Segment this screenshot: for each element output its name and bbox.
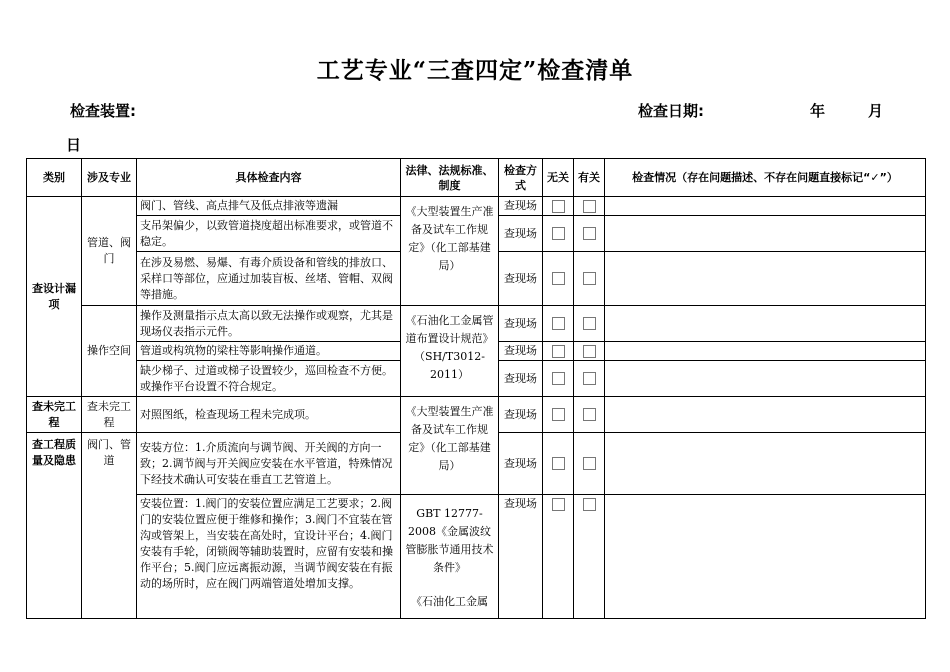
result-cell[interactable] [605,433,926,495]
col-major: 涉及专业 [82,159,137,197]
row-method: 查现场 [499,342,543,361]
law-cell: GBT 12777-2008《金属波纹管膨胀节通用技术条件》 [405,507,494,574]
law-cell: 《大型装置生产准备及试车工作规定》（化工部基建局） [401,397,499,495]
none-checkbox[interactable] [552,498,565,511]
table-row [27,495,926,619]
major-unfinished: 查未完工程 [82,397,137,433]
col-law: 法律、法规标准、制度 [401,159,499,197]
device-label: 检查装置: [70,102,136,120]
law-cell: 《大型装置生产准备及试车工作规定》（化工部基建局） [401,197,499,306]
none-checkbox[interactable] [552,345,565,358]
none-checkbox[interactable] [552,200,565,213]
table-row [27,197,926,216]
law-cell: 《石油化工金属管道布置设计规范》（SH/T3012-2011） [401,306,499,397]
major-valve-pipe: 阀门、管道 [82,433,137,619]
table-header-row [27,159,926,197]
checklist-table [26,158,926,619]
has-checkbox[interactable] [583,227,596,240]
category-design: 查设计漏项 [27,197,82,397]
table-row [27,397,926,433]
col-content: 具体检查内容 [137,159,401,197]
has-checkbox[interactable] [583,372,596,385]
category-unfinished: 查未完工程 [27,397,82,433]
row-method: 查现场 [499,306,543,342]
has-checkbox[interactable] [583,345,596,358]
result-cell[interactable] [605,361,926,397]
major-operation-space: 操作空间 [82,306,137,397]
result-cell[interactable] [605,216,926,252]
row-method: 查现场 [499,397,543,433]
result-cell[interactable] [605,495,926,619]
law-cell-continued: 《石油化工金属 [411,595,488,608]
none-checkbox[interactable] [552,408,565,421]
day-label: 日 [66,136,82,154]
month-label: 月 [868,102,884,120]
has-checkbox[interactable] [583,200,596,213]
col-method: 检查方式 [499,159,543,197]
none-checkbox[interactable] [552,372,565,385]
table-row [27,306,926,342]
has-checkbox[interactable] [583,457,596,470]
row-method: 查现场 [499,252,543,306]
result-cell[interactable] [605,197,926,216]
result-cell[interactable] [605,306,926,342]
date-label: 检查日期: [638,102,704,120]
row-content: 安装方位：1.介质流向与调节阀、开关阀的方向一致；2.调节阀与开关阀应安装在水平管道，特殊情况下经技术确认可安装在垂直工艺管道上。 [137,433,401,495]
col-category: 类别 [27,159,82,197]
row-content: 在涉及易燃、易爆、有毒介质设备和管线的排放口、采样口等部位，应通过加装盲板、丝堵、管帽、双阀等措施。 [137,252,401,306]
none-checkbox[interactable] [552,457,565,470]
row-method: 查现场 [499,216,543,252]
none-checkbox[interactable] [552,272,565,285]
has-checkbox[interactable] [583,498,596,511]
has-checkbox[interactable] [583,408,596,421]
row-content: 操作及测量指示点太高以致无法操作或观察，尤其是现场仪表指示元件。 [137,306,401,342]
col-has: 有关 [574,159,605,197]
page-title: 工艺专业“三查四定”检查清单 [316,57,634,84]
col-result: 检查情况（存在问题描述、不存在问题直接标记“✓”） [605,159,926,197]
row-content: 对照图纸，检查现场工程未完成项。 [137,397,401,433]
row-content: 缺少梯子、过道或梯子设置较少，巡回检查不方便。或操作平台设置不符合规定。 [137,361,401,397]
row-content: 支吊架偏少，以致管道挠度超出标准要求，或管道不稳定。 [137,216,401,252]
result-cell[interactable] [605,342,926,361]
result-cell[interactable] [605,397,926,433]
row-content: 阀门、管线、高点排气及低点排液等遗漏 [137,197,401,216]
none-checkbox[interactable] [552,227,565,240]
row-method: 查现场 [499,495,543,619]
none-checkbox[interactable] [552,317,565,330]
major-pipe-valve: 管道、阀门 [82,197,137,306]
row-content: 管道或构筑物的梁柱等影响操作通道。 [137,342,401,361]
category-quality: 查工程质量及隐患 [27,433,82,619]
year-label: 年 [810,102,826,120]
col-none: 无关 [543,159,574,197]
has-checkbox[interactable] [583,317,596,330]
row-method: 查现场 [499,361,543,397]
row-method: 查现场 [499,197,543,216]
has-checkbox[interactable] [583,272,596,285]
row-content: 安装位置：1.阀门的安装位置应满足工艺要求；2.阀门的安装位置应便于维修和操作；3.阀门不宜装在管沟或管架上，当安装在高处时，宜设计平台；4.阀门安装有手轮，闭锁阀等辅助装置时，应留有安装和操作平台；5.阀门应远离振动源，当调节阀安装在有振动的场所时，应在阀门两端管道处增加支撑。 [137,495,401,619]
row-method: 查现场 [499,433,543,495]
result-cell[interactable] [605,252,926,306]
